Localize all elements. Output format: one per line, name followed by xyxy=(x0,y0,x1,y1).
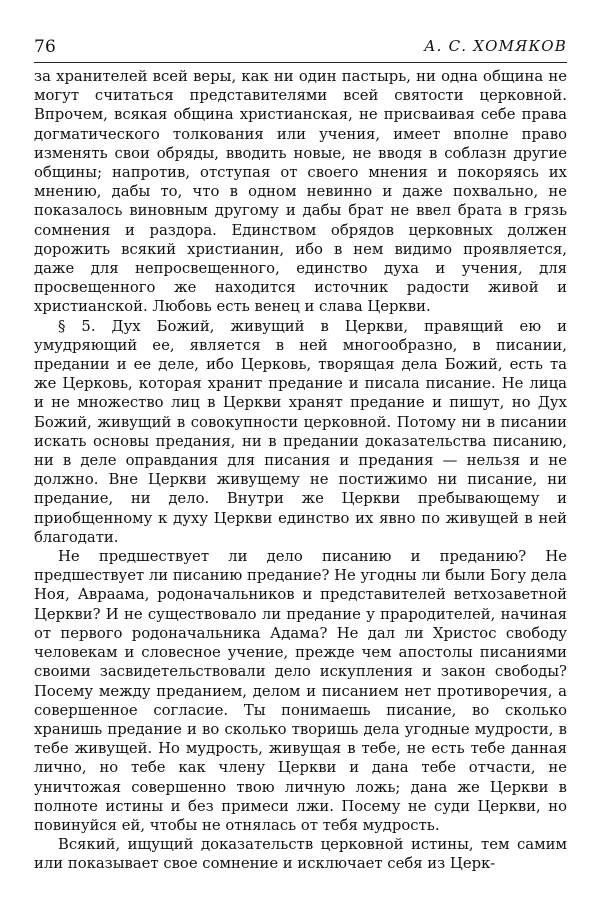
body-text xyxy=(34,67,567,874)
header-rule xyxy=(34,62,567,63)
paragraph-continuation: за хранителей всей веры, как ни один пастырь, ни одна община не могут считаться представителями всей святости церковной. Впрочем, всякая община христианская, не присваивая себе права догматического толкования или учения, имеет вполне право изменять свои обряды, вводить новые, не вводя в соблазн другие общины; напротив, отступая от своего мнения и покоряясь их мнению, дабы то, что в одном невинно и даже похвально, не показалось виновным другому и дабы брат не ввел брата в грязь сомнения и раздора. Единством обрядов церковных должен дорожить всякий христианин, ибо в нем видимо проявляется, даже для непросвещенного, единство духа и учения, для просвещенного же находится источник радости живой и христианской. Любовь есть венец и слава Церкви. xyxy=(34,68,567,316)
paragraph-section-5: § 5. Дух Божий, живущий в Церкви, правящий ею и умудряющий ее, является в ней многообразно, в писании, предании и ее деле, ибо Церковь, творящая дела Божий, есть та же Церковь, которая хранит предание и писала писание. Не лица и не множество лиц в Церкви хранят предание и пишут, но Дух Божий, живущий в совокупности церковной. Потому ни в писании искать основы предания, ни в предании доказательства писанию, ни в деле оправдания для писания и предания — нельзя и не должно. Вне Церкви живущему не постижимо ни писание, ни предание, ни дело. Внутри же Церкви пребывающему и приобщенному к духу Церкви единство их явно по живущей в ней благодати. xyxy=(34,317,567,546)
paragraph: Не предшествует ли дело писанию и преданию? Не предшествует ли писанию предание? Не угодны ли были Богу дела Ноя, Авраама, родоначальников и представителей ветхозаветной Церкви? И не существовало ли предание у прародителей, начиная от первого родоначальника Адама? Не дал ли Христос свободу человекам и словесное учение, прежде чем апостолы писаниями своими засвидетельствовали дело искупления и закон свободы? Посему между преданием, делом и писанием нет противоречия, а совершенное согласие. Ты понимаешь писание, во сколько хранишь предание и во сколько творишь дела угодные мудрости, в тебе живущей. Но мудрость, живущая в тебе, не есть тебе данная лично, но тебе как члену Церкви и дана тебе отчасти, не уничтожая совершенно твою личную ложь; дана же Церкви в полноте истины и без примеси лжи. Посему не суди Церкви, но повинуйся ей, чтобы не отнялась от тебя мудрость. xyxy=(34,548,567,834)
page-number: 76 xyxy=(34,37,57,57)
running-head-author: А. С. ХОМЯКОВ xyxy=(424,37,567,55)
paragraph: Всякий, ищущий доказательств церковной истины, тем самим или показывает свое сомнение и исключает себя из Церк- xyxy=(34,836,567,873)
page-header xyxy=(34,37,567,59)
